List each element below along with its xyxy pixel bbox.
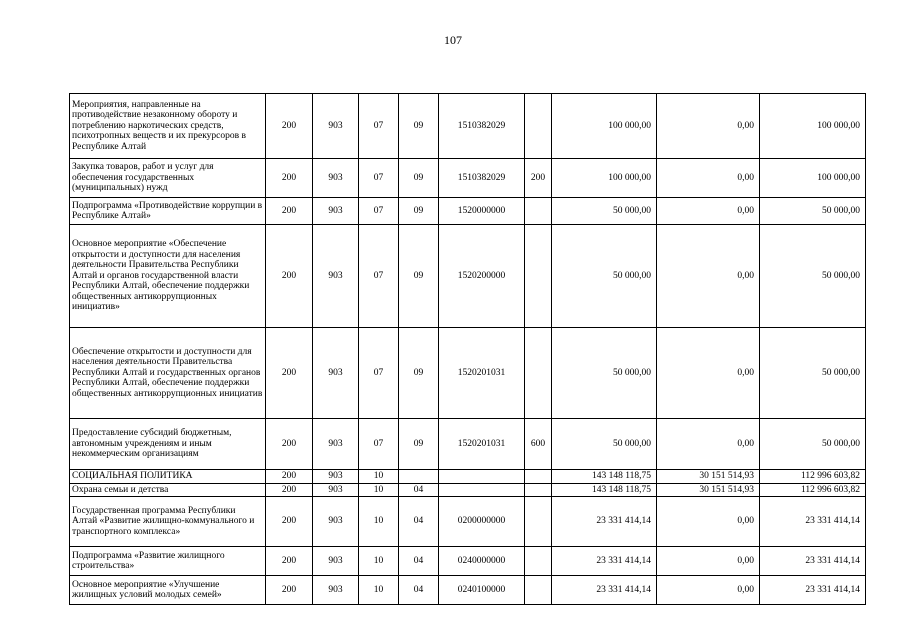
row-name: СОЦИАЛЬНАЯ ПОЛИТИКА xyxy=(70,470,266,484)
table-row xyxy=(70,328,866,419)
col-podrazdel: 09 xyxy=(399,198,439,225)
table-row xyxy=(70,94,866,159)
col-target-article: 0200000000 xyxy=(439,497,525,547)
col-vedomstvo: 903 xyxy=(313,94,359,159)
col-vedomstvo: 903 xyxy=(313,225,359,328)
col-expense-type xyxy=(525,225,552,328)
col-vedomstvo: 903 xyxy=(313,198,359,225)
page-number: 107 xyxy=(444,33,462,47)
col-expense-type xyxy=(525,497,552,547)
row-name: Закупка товаров, работ и услуг для обеспечения государственных (муниципальных) нужд xyxy=(70,159,266,198)
row-name: Основное мероприятие «Обеспечение открытости и доступности для населения деятельности Правительства Республики Алтай и органов государственной власти Республики Алтай, обеспечение поддержки общественных антикоррупционных инициатив» xyxy=(70,225,266,328)
col-podrazdel: 09 xyxy=(399,225,439,328)
col-razdel: 07 xyxy=(359,328,399,419)
col-expense-type xyxy=(525,198,552,225)
col-grbs: 200 xyxy=(266,547,313,576)
col-amount-2: 0,00 xyxy=(657,159,760,198)
col-amount-3: 112 996 603,82 xyxy=(760,484,866,497)
table-row xyxy=(70,159,866,198)
row-name: Мероприятия, направленные на противодействие незаконному обороту и потреблению наркотических средств, психотропных веществ и их прекурсоров в Республике Алтай xyxy=(70,94,266,159)
col-expense-type: 200 xyxy=(525,159,552,198)
col-razdel: 07 xyxy=(359,225,399,328)
col-amount-3: 50 000,00 xyxy=(760,419,866,470)
col-razdel: 10 xyxy=(359,484,399,497)
col-amount-2: 0,00 xyxy=(657,225,760,328)
col-amount-3: 50 000,00 xyxy=(760,198,866,225)
col-amount-3: 112 996 603,82 xyxy=(760,470,866,484)
col-amount-3: 23 331 414,14 xyxy=(760,497,866,547)
col-expense-type xyxy=(525,328,552,419)
col-vedomstvo: 903 xyxy=(313,576,359,605)
col-target-article xyxy=(439,484,525,497)
col-grbs: 200 xyxy=(266,484,313,497)
row-name: Государственная программа Республики Алтай «Развитие жилищно-коммунального и транспортного комплекса» xyxy=(70,497,266,547)
table-row xyxy=(70,225,866,328)
col-amount-total: 50 000,00 xyxy=(552,225,657,328)
col-podrazdel: 04 xyxy=(399,497,439,547)
col-podrazdel: 04 xyxy=(399,484,439,497)
table-row xyxy=(70,419,866,470)
col-target-article: 1520201031 xyxy=(439,419,525,470)
table-row xyxy=(70,470,866,484)
col-grbs: 200 xyxy=(266,198,313,225)
col-amount-total: 23 331 414,14 xyxy=(552,547,657,576)
col-grbs: 200 xyxy=(266,225,313,328)
col-amount-3: 23 331 414,14 xyxy=(760,547,866,576)
col-grbs: 200 xyxy=(266,94,313,159)
col-grbs: 200 xyxy=(266,470,313,484)
budget-table xyxy=(69,93,866,605)
col-expense-type: 600 xyxy=(525,419,552,470)
col-podrazdel: 04 xyxy=(399,576,439,605)
col-grbs: 200 xyxy=(266,576,313,605)
table-row xyxy=(70,547,866,576)
col-razdel: 10 xyxy=(359,497,399,547)
col-podrazdel: 04 xyxy=(399,547,439,576)
col-amount-2: 30 151 514,93 xyxy=(657,484,760,497)
col-amount-total: 100 000,00 xyxy=(552,159,657,198)
col-podrazdel: 09 xyxy=(399,419,439,470)
col-target-article xyxy=(439,470,525,484)
col-amount-2: 0,00 xyxy=(657,576,760,605)
col-amount-2: 0,00 xyxy=(657,328,760,419)
col-target-article: 0240000000 xyxy=(439,547,525,576)
col-vedomstvo: 903 xyxy=(313,547,359,576)
col-grbs: 200 xyxy=(266,159,313,198)
col-amount-3: 23 331 414,14 xyxy=(760,576,866,605)
col-podrazdel: 09 xyxy=(399,328,439,419)
col-vedomstvo: 903 xyxy=(313,484,359,497)
col-target-article: 1510382029 xyxy=(439,159,525,198)
table-row xyxy=(70,497,866,547)
row-name: Охрана семьи и детства xyxy=(70,484,266,497)
row-name: Предоставление субсидий бюджетным, автономным учреждениям и иным некоммерческим организациям xyxy=(70,419,266,470)
col-amount-3: 50 000,00 xyxy=(760,328,866,419)
col-razdel: 07 xyxy=(359,198,399,225)
col-amount-total: 143 148 118,75 xyxy=(552,470,657,484)
col-amount-3: 100 000,00 xyxy=(760,94,866,159)
col-target-article: 1520200000 xyxy=(439,225,525,328)
col-amount-2: 30 151 514,93 xyxy=(657,470,760,484)
col-target-article: 1520000000 xyxy=(439,198,525,225)
col-amount-total: 50 000,00 xyxy=(552,328,657,419)
col-amount-total: 23 331 414,14 xyxy=(552,497,657,547)
col-expense-type xyxy=(525,470,552,484)
col-target-article: 0240100000 xyxy=(439,576,525,605)
table-body xyxy=(70,94,866,605)
col-razdel: 10 xyxy=(359,470,399,484)
col-amount-3: 50 000,00 xyxy=(760,225,866,328)
col-target-article: 1520201031 xyxy=(439,328,525,419)
col-grbs: 200 xyxy=(266,419,313,470)
table-row xyxy=(70,484,866,497)
col-vedomstvo: 903 xyxy=(313,419,359,470)
col-amount-2: 0,00 xyxy=(657,419,760,470)
col-podrazdel xyxy=(399,470,439,484)
col-vedomstvo: 903 xyxy=(313,159,359,198)
table-row xyxy=(70,198,866,225)
col-razdel: 07 xyxy=(359,159,399,198)
col-razdel: 07 xyxy=(359,419,399,470)
col-grbs: 200 xyxy=(266,497,313,547)
col-amount-2: 0,00 xyxy=(657,198,760,225)
col-amount-2: 0,00 xyxy=(657,94,760,159)
row-name: Обеспечение открытости и доступности для населения деятельности Правительства Республики Алтай и государственных органов Республики Алтай, обеспечение поддержки общественных антикоррупционных инициатив xyxy=(70,328,266,419)
row-name: Подпрограмма «Противодействие коррупции в Республике Алтай» xyxy=(70,198,266,225)
col-vedomstvo: 903 xyxy=(313,328,359,419)
col-target-article: 1510382029 xyxy=(439,94,525,159)
col-podrazdel: 09 xyxy=(399,94,439,159)
col-amount-2: 0,00 xyxy=(657,497,760,547)
col-amount-total: 50 000,00 xyxy=(552,198,657,225)
col-amount-total: 100 000,00 xyxy=(552,94,657,159)
col-amount-3: 100 000,00 xyxy=(760,159,866,198)
col-expense-type xyxy=(525,576,552,605)
col-razdel: 10 xyxy=(359,576,399,605)
col-razdel: 10 xyxy=(359,547,399,576)
col-expense-type xyxy=(525,94,552,159)
col-amount-total: 143 148 118,75 xyxy=(552,484,657,497)
col-amount-total: 50 000,00 xyxy=(552,419,657,470)
col-amount-2: 0,00 xyxy=(657,547,760,576)
col-vedomstvo: 903 xyxy=(313,497,359,547)
col-podrazdel: 09 xyxy=(399,159,439,198)
col-amount-total: 23 331 414,14 xyxy=(552,576,657,605)
col-razdel: 07 xyxy=(359,94,399,159)
row-name: Основное мероприятие «Улучшение жилищных условий молодых семей» xyxy=(70,576,266,605)
row-name: Подпрограмма «Развитие жилищного строительства» xyxy=(70,547,266,576)
table-row xyxy=(70,576,866,605)
col-vedomstvo: 903 xyxy=(313,470,359,484)
col-expense-type xyxy=(525,547,552,576)
col-grbs: 200 xyxy=(266,328,313,419)
col-expense-type xyxy=(525,484,552,497)
